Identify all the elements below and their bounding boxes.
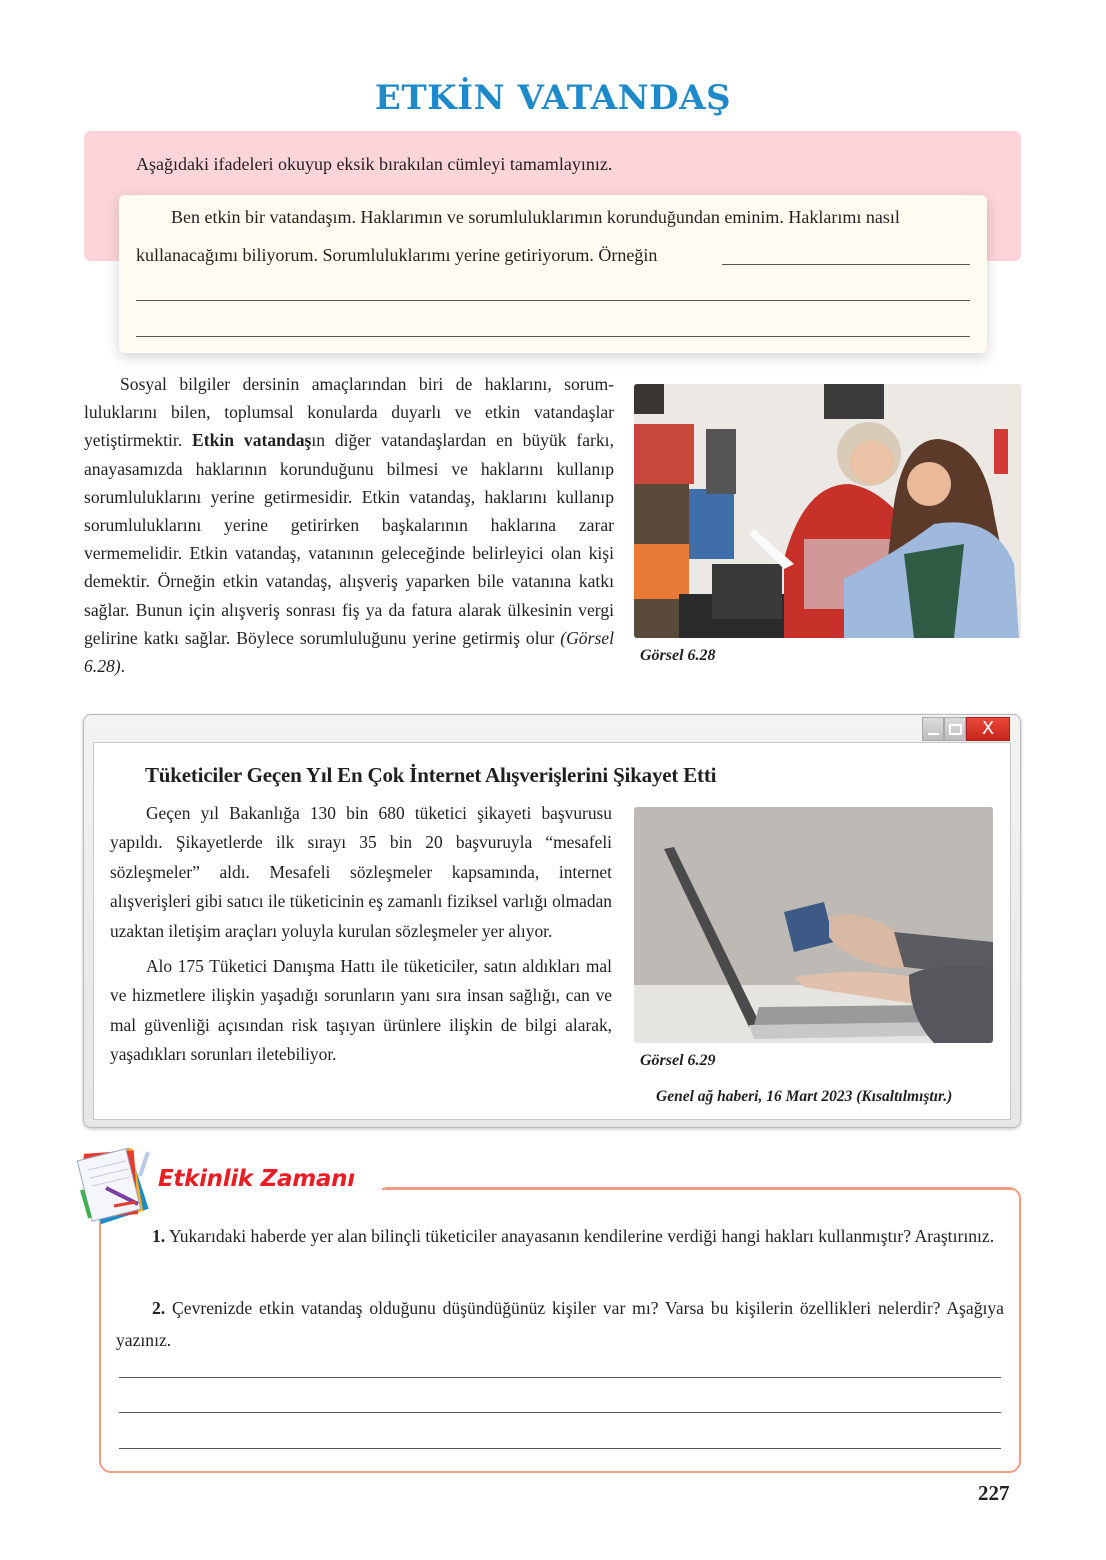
minimize-button[interactable] (922, 717, 944, 741)
close-button[interactable]: X (966, 717, 1010, 741)
fill-in-text-line-2: kullanacağımı biliyorum. Sorumluluklarımı yerine getiriyorum. Örneğin (136, 245, 658, 265)
maximize-icon (949, 724, 962, 735)
activity-title-rule (382, 1188, 1014, 1190)
online-shopping-photo (634, 807, 993, 1043)
page-number: 227 (978, 1481, 1010, 1505)
checkout-illustration-icon (634, 384, 1021, 638)
question-text: Çevrenizde etkin vatandaş olduğunu düşündüğünüz kişiler var mı? Varsa bu kişilerin özellikleri nelerdir? Aşağıya yazınız. (116, 1298, 1004, 1350)
laptop-creditcard-illustration-icon (634, 807, 993, 1043)
answer-blank-line[interactable] (136, 300, 970, 301)
news-paragraph: Alo 175 Tüketici Danışma Hattı ile tüketiciler, satın aldıkları mal ve hizmetlere ilişkin yaşadığı sorunların yanı sıra insan sağlığı, can ve mal güvenliği açısından risk taşıyan ürünlere ilişkin de bilgi alarak, yaşadıkları sorunları iletebiliyor. (110, 956, 612, 1065)
answer-line[interactable] (119, 1377, 1001, 1378)
key-term: Etkin vatandaş (192, 430, 312, 451)
news-source: Genel ağ haberi, 16 Mart 2023 (Kısaltılmıştır.) (656, 1088, 953, 1105)
news-paragraph: Geçen yıl Bakanlığa 130 bin 680 tüketici şikayeti başvurusu yapıldı. Şikayetlerde ilk sırayı 35 bin 20 başvuruyla “mesafeli sözleşmeler” aldı. Mesafeli sözleşmeler kapsamında, internet alışverişleri gibi satıcı ile tüketicinin eş zamanlı fiziksel varlığı olmadan uzaktan iletişim araçları yoluyla kurulan sözleşmeler yer alıyor. (110, 803, 612, 941)
news-headline: Tüketiciler Geçen Yıl En Çok İnternet Alışverişlerini Şikayet Etti (145, 763, 717, 787)
checkout-photo (634, 384, 1021, 638)
figure-reference: (Görsel 6.28) (84, 627, 614, 677)
fill-in-text-line-1: Ben etkin bir vatandaşım. Haklarımın ve sorumluluklarımın korunduğundan eminim. Haklarımı nasıl (171, 207, 900, 227)
paragraph-text: Sosyal bilgiler dersinin amaçlarından biri de haklarını, sorumluluklarını bilen, toplumsal konularda duyarlı ve etkin vatandaşlar yetiştirmektir. (84, 374, 614, 451)
window-controls (922, 717, 1010, 741)
activity-question-2 (116, 1292, 1004, 1356)
news-body (110, 799, 612, 1070)
question-text: Yukarıdaki haberde yer alan bilinçli tüketiciler anayasanın kendilerine verdiği hangi hakları kullanmıştır? Araştırınız. (165, 1226, 995, 1246)
answer-blank-line[interactable] (136, 336, 970, 337)
page-title: ETKİN VATANDAŞ (374, 78, 732, 118)
main-paragraph (84, 370, 614, 680)
figure-caption: Görsel 6.29 (640, 1052, 716, 1069)
fill-in-card (119, 195, 987, 353)
minimize-icon (928, 733, 939, 735)
figure-caption: Görsel 6.28 (640, 647, 716, 664)
intro-instruction: Aşağıdaki ifadeleri okuyup eksik bırakılan cümleyi tamamlayınız. (136, 154, 613, 174)
answer-line[interactable] (119, 1448, 1001, 1449)
activity-question-1 (116, 1220, 1004, 1252)
maximize-button[interactable] (944, 717, 966, 741)
paragraph-end: . (120, 656, 126, 677)
question-number: 2. (152, 1298, 166, 1318)
answer-line[interactable] (119, 1412, 1001, 1413)
answer-blank-inline[interactable] (722, 264, 970, 265)
notebook-pencils-icon (76, 1144, 158, 1226)
paragraph-text: ın diğer vatandaşlardan en büyük farkı, anayasamızda haklarının korunduğunu bilmesi ve haklarını kullanıp sorumluluklarını yerine getirmesidir. Etkin vatandaş, haklarını kullanıp sorumluluklarını yerine getirirken başkalarının haklarına zarar vermemelidir. Etkin vatandaş, vatanının geleceğinde belirleyici olan kişi demektir. Örneğin etkin vatandaş, alışveriş yaparken bile vatanına katkı sağlar. Bunun için alışveriş sonrası fiş ya da fatura alarak ülkesinin vergi gelirine katkı sağlar. Böylece sorumluluğunu yerine getirmiş olur (84, 430, 614, 648)
activity-title: Etkinlik Zamanı (158, 1166, 355, 1192)
question-number: 1. (152, 1226, 166, 1246)
